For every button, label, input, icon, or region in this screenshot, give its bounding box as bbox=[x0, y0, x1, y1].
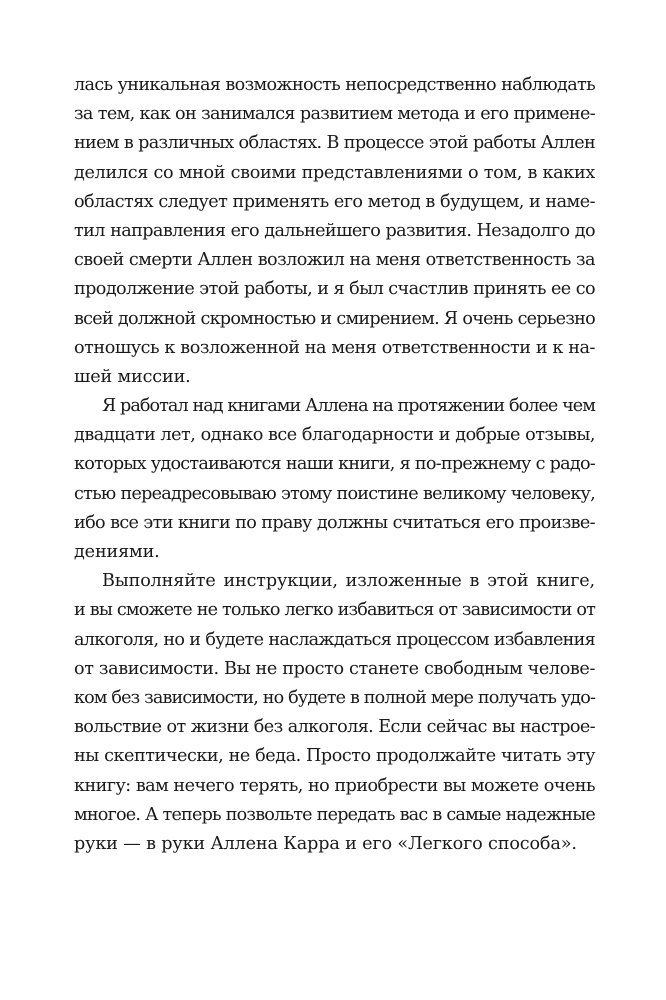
text-line: нием в различных областях. В процессе этой работы Аллен bbox=[74, 133, 595, 154]
paragraph-1 bbox=[74, 71, 595, 392]
text-line: ны скептически, не беда. Просто продолжайте читать эту bbox=[74, 746, 595, 767]
text-line: своей смерти Аллен возложил на меня ответственность за bbox=[74, 250, 595, 271]
text-line: Выполняйте инструкции, изложенные в этой книге, bbox=[102, 571, 595, 592]
text-line: лась уникальная возможность непосредственно наблюдать bbox=[74, 75, 595, 95]
text-line: руки — в руки Аллена Карра и его «Легкого способа». bbox=[74, 833, 577, 854]
text-line: делился со мной своими представлениями о том, в каких bbox=[74, 162, 595, 183]
text-line: и вы сможете не только легко избавиться от зависимости от bbox=[74, 600, 595, 621]
text-line: книгу: вам нечего терять, но приобрести вы можете очень bbox=[74, 775, 595, 796]
text-line: алкоголя, но и будете наслаждаться процессом избавления bbox=[74, 629, 595, 650]
book-page-text bbox=[74, 71, 595, 859]
text-line: всей должной скромностью и смирением. Я очень серьезно bbox=[74, 308, 595, 329]
text-line: двадцати лет, однако все благодарности и добрые отзывы, bbox=[74, 425, 595, 446]
text-line: многое. А теперь позвольте передать вас в самые надежные bbox=[74, 804, 595, 825]
text-line: ком без зависимости, но будете в полной мере получать удо- bbox=[74, 687, 595, 708]
text-line: тил направления его дальнейшего развития. Незадолго до bbox=[74, 220, 595, 241]
paragraph-2 bbox=[74, 392, 595, 567]
text-line: вольствие от жизни без алкоголя. Если сейчас вы настрое- bbox=[74, 717, 595, 738]
text-line: областях следует применять его метод в будущем, и наме- bbox=[74, 191, 595, 212]
text-line: ибо все эти книги по праву должны считаться его произве- bbox=[74, 512, 595, 533]
text-line: шей миссии. bbox=[74, 366, 191, 387]
text-line: продолжение этой работы, и я был счастлив принять ее со bbox=[74, 279, 595, 300]
text-line: дениями. bbox=[74, 542, 160, 562]
text-line: от зависимости. Вы не просто станете свободным челове- bbox=[74, 658, 595, 679]
text-line: за тем, как он занимался развитием метода и его примене- bbox=[74, 104, 595, 125]
paragraph-3 bbox=[74, 567, 595, 859]
text-line: стью переадресовываю этому поистине великому человеку, bbox=[74, 483, 595, 504]
text-line: Я работал над книгами Аллена на протяжении более чем bbox=[102, 396, 595, 417]
text-line: отношусь к возложенной на меня ответственности и к на- bbox=[74, 337, 595, 358]
text-line: которых удостаиваются наши книги, я по-прежнему с радо- bbox=[74, 454, 595, 475]
